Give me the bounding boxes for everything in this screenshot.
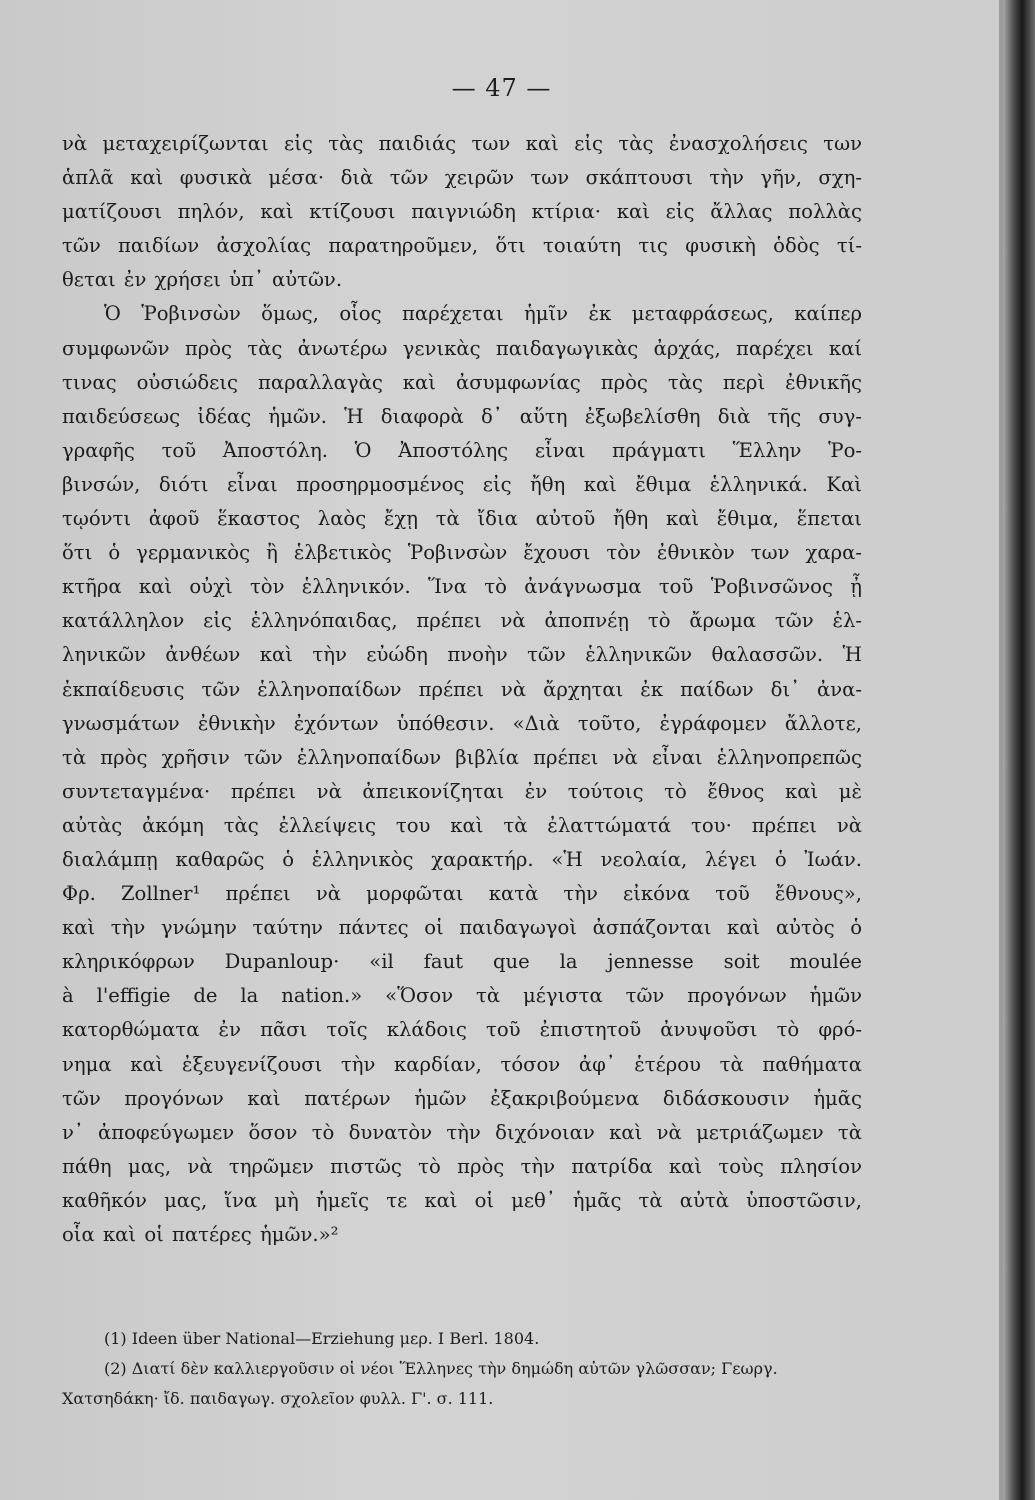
text-line: συντεταγμένα· πρέπει νὰ ἀπεικονίζηται ἐν τούτοις τὸ ἔθνος καὶ μὲ: [62, 779, 862, 803]
footnote: (2) Διατί δὲν καλλιεργοῦσιν οἱ νέοι Ἕλληνες τὴν δημώδη αὐτῶν γλῶσσαν; Γεωργ.: [104, 1359, 778, 1378]
text-line: γραφῆς τοῦ Ἀποστόλη. Ὁ Ἀποστόλης εἶναι πράγματι Ἕλλην Ῥο-: [62, 438, 862, 462]
text-line: τῶν προγόνων καὶ πατέρων ἡμῶν ἐξακριβούμενα διδάσκουσιν ἡμᾶς: [62, 1086, 862, 1110]
text-line: συμφωνῶν πρὸς τὰς ἀνωτέρω γενικὰς παιδαγωγικὰς ἀρχάς, παρέχει καί: [62, 336, 862, 360]
text-line: κτῆρα καὶ οὐχὶ τὸν ἑλληνικόν. Ἵνα τὸ ἀνάγνωσμα τοῦ Ῥοβινσῶνος ᾖ: [62, 575, 862, 599]
text-line: τὰ πρὸς χρῆσιν τῶν ἑλληνοπαίδων βιβλία πρέπει νὰ εἶναι ἑλληνοπρεπῶς: [62, 745, 862, 769]
text-line: διαλάμπῃ καθαρῶς ὁ ἑλληνικὸς χαρακτήρ. «Ἡ νεολαία, λέγει ὁ Ἰωάν.: [62, 847, 862, 871]
text-line: θεται ἐν χρήσει ὑπ᾽ αὐτῶν.: [62, 268, 343, 292]
text-line: νὰ μεταχειρίζωνται εἰς τὰς παιδιάς των καὶ εἰς τὰς ἐνασχολήσεις των: [62, 132, 862, 155]
text-line: τινας οὐσιώδεις παραλλαγὰς καὶ ἀσυμφωνίας πρὸς τὰς περὶ ἐθνικῆς: [62, 370, 862, 394]
text-line: ληνικῶν ἀνθέων καὶ τὴν εὐώδη πνοὴν τῶν ἑλληνικῶν θαλασσῶν. Ἡ: [62, 643, 862, 667]
text-line: Ὁ Ῥοβινσὼν ὅμως, οἷος παρέχεται ἡμῖν ἐκ μεταφράσεως, καίπερ: [104, 302, 862, 326]
text-line: τῳόντι ἀφοῦ ἕκαστος λαὸς ἔχῃ τὰ ἴδια αὐτοῦ ἤθη καὶ ἔθιμα, ἕπεται: [62, 507, 862, 531]
text-line: κατορθώματα ἐν πᾶσι τοῖς κλάδοις τοῦ ἐπιστητοῦ ἀνυψοῦσι τὸ φρό-: [62, 1018, 862, 1042]
text-line: ἁπλᾶ καὶ φυσικὰ μέσα· διὰ τῶν χειρῶν των σκάπτουσι τὴν γῆν, σχη-: [62, 166, 862, 190]
text-line: καὶ τὴν γνώμην ταύτην πάντες οἱ παιδαγωγοὶ ἀσπάζονται καὶ αὐτὸς ὁ: [62, 916, 862, 940]
text-line: αὐτὰς ἀκόμη τὰς ἐλλείψεις του καὶ τὰ ἐλαττώματά του· πρέπει νὰ: [62, 813, 862, 837]
text-line: κατάλληλον εἰς ἑλληνόπαιδας, πρέπει νὰ ἀποπνέῃ τὸ ἄρωμα τῶν ἑλ-: [62, 609, 862, 633]
text-line: βινσών, διότι εἶναι προσηρμοσμένος εἰς ἤθη καὶ ἔθιμα ἑλληνικά. Καὶ: [62, 472, 862, 496]
footnote: (1) Ideen über National—Erziehung μερ. I Berl. 1804.: [104, 1329, 540, 1348]
text-line: ν᾽ ἀποφεύγωμεν ὅσον τὸ δυνατὸν τὴν διχόνοιαν καὶ νὰ μετριάζωμεν τὰ: [62, 1120, 862, 1144]
text-line: νημα καὶ ἐξευγενίζουσι τὴν καρδίαν, τόσον ἀφ᾽ ἑτέρου τὰ παθήματα: [62, 1052, 862, 1076]
text-line: ὅτι ὁ γερμανικὸς ἢ ἑλβετικὸς Ῥοβινσὼν ἔχουσι τὸν ἐθνικὸν των χαρα-: [62, 541, 862, 565]
text-line: γνωσμάτων ἐθνικὴν ἐχόντων ὑπόθεσιν. «Διὰ τοῦτο, ἐγράφομεν ἄλλοτε,: [62, 711, 862, 735]
text-line: παιδεύσεως ἰδέας ἡμῶν. Ἡ διαφορὰ δ᾽ αὕτη ἐξωβελίσθη διὰ τῆς συγ-: [62, 404, 862, 428]
text-line: à l'effigie de la nation.» «Ὅσον τὰ μέγιστα τῶν προγόνων ἡμῶν: [62, 984, 862, 1008]
footnotes: [62, 1324, 862, 1414]
text-line: ἐκπαίδευσις τῶν ἑλληνοπαίδων πρέπει νὰ ἄρχηται ἐκ παίδων δι᾽ ἀνα-: [62, 677, 862, 701]
book-spine: [1003, 0, 1035, 1500]
text-line: ματίζουσι πηλόν, καὶ κτίζουσι παιγνιώδη κτίρια· καὶ εἰς ἄλλας πολλὰς: [62, 200, 862, 224]
text-line: πάθη μας, νὰ τηρῶμεν πιστῶς τὸ πρὸς τὴν πατρίδα καὶ τοὺς πλησίον: [62, 1154, 862, 1178]
page-number: — 47 —: [451, 74, 552, 102]
text-line: καθῆκόν μας, ἵνα μὴ ἡμεῖς τε καὶ οἱ μεθ᾽ ἡμᾶς τὰ αὐτὰ ὑποστῶσιν,: [62, 1188, 862, 1212]
text-line: οἷα καὶ οἱ πατέρες ἡμῶν.»²: [62, 1223, 339, 1246]
text-line: τῶν παιδίων ἀσχολίας παρατηροῦμεν, ὅτι τοιαύτη τις φυσικὴ ὁδὸς τί-: [62, 234, 862, 258]
text-line: Φρ. Zollner¹ πρέπει νὰ μορφῶται κατὰ τὴν εἰκόνα τοῦ ἔθνους»,: [62, 882, 862, 906]
footnote-continuation: Χατσηδάκη· ἴδ. παιδαγωγ. σχολεῖον φυλλ. Γ'. σ. 111.: [62, 1389, 494, 1408]
text-line: κληρικόφρων Dupanloup· «il faut que la jennesse soit moulée: [62, 950, 862, 974]
body-text: [62, 127, 862, 1252]
